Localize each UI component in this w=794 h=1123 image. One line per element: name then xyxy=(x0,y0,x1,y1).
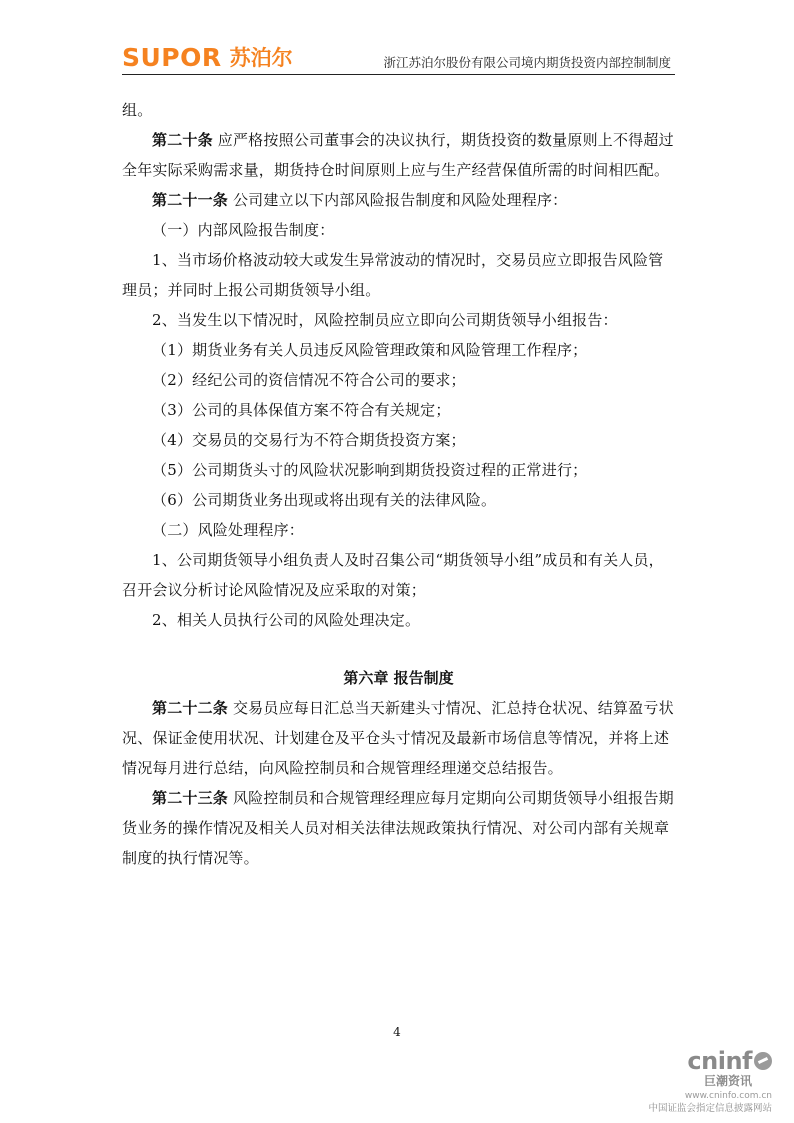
paragraph-text: （4）交易员的交易行为不符合期货投资方案； xyxy=(152,431,466,449)
paragraph xyxy=(122,783,675,873)
logo-chinese-text: 苏泊尔 xyxy=(229,46,293,70)
paragraph-text: 组。 xyxy=(122,101,153,119)
cninfo-swoosh-icon xyxy=(754,1052,772,1070)
cninfo-site-caption: 中国证监会指定信息披露网站 xyxy=(648,1103,772,1114)
paragraph xyxy=(122,455,675,485)
paragraph-text: （6）公司期货业务出现或将出现有关的法律风险。 xyxy=(152,491,497,509)
paragraph xyxy=(122,185,675,215)
document-title: 浙江苏泊尔股份有限公司境内期货投资内部控制制度 xyxy=(383,55,671,70)
paragraph-text: 1、当市场价格波动较大或发生异常波动的情况时，交易员应立即报告风险管理员；并同时上报公司期货领导小组。 xyxy=(122,251,664,299)
article-number: 第二十条 xyxy=(152,131,213,149)
paragraph xyxy=(122,365,675,395)
page-number: 4 xyxy=(393,1025,401,1039)
paragraph-text: 2、当发生以下情况时，风险控制员应立即向公司期货领导小组报告： xyxy=(152,311,618,329)
paragraph-text: （2）经纪公司的资信情况不符合公司的要求； xyxy=(152,371,466,389)
paragraph xyxy=(122,515,675,545)
section-reporting xyxy=(122,693,675,873)
chapter-heading: 第六章 报告制度 xyxy=(343,669,454,687)
paragraph-text: （5）公司期货头寸的风险状况影响到期货投资过程的正常进行； xyxy=(152,461,588,479)
paragraph-text: 1、公司期货领导小组负责人及时召集公司“期货领导小组”成员和有关人员，召开会议分析讨论风险情况及应采取的对策； xyxy=(122,551,664,599)
cninfo-logo-text: cninf xyxy=(687,1047,752,1075)
paragraph-text: 交易员应每日汇总当天新建头寸情况、汇总持仓状况、结算盈亏状况、保证金使用状况、计划建仓及平仓头寸情况及最新市场信息等情况，并将上述情况每月进行总结，向风险控制员和合规管理经理递交总结报告。 xyxy=(122,699,674,777)
paragraph xyxy=(122,125,675,185)
paragraph-text: 风险控制员和合规管理经理应每月定期向公司期货领导小组报告期货业务的操作情况及相关人员对相关法律法规政策执行情况、对公司内部有关规章制度的执行情况等。 xyxy=(122,789,674,867)
logo-latin-text: SUPOR xyxy=(122,43,222,72)
article-number: 第二十三条 xyxy=(152,789,229,807)
paragraph xyxy=(122,305,675,335)
paragraph-text: （二）风险处理程序： xyxy=(152,521,305,539)
paragraph xyxy=(122,425,675,455)
paragraph-text: （一）内部风险报告制度： xyxy=(152,221,335,239)
paragraph xyxy=(122,95,675,125)
paragraph-text: 2、相关人员执行公司的风险处理决定。 xyxy=(152,611,421,629)
paragraph-text: 应严格按照公司董事会的决议执行，期货投资的数量原则上不得超过全年实际采购需求量，期货持仓时间原则上应与生产经营保值所需的时间相匹配。 xyxy=(122,131,674,179)
paragraph xyxy=(122,545,675,605)
article-number: 第二十一条 xyxy=(152,191,229,209)
section-risk-procedures xyxy=(122,95,675,635)
cninfo-watermark xyxy=(622,1048,772,1118)
cninfo-url: www.cninfo.com.cn xyxy=(684,1091,772,1101)
paragraph xyxy=(122,693,675,783)
paragraph xyxy=(122,215,675,245)
paragraph xyxy=(122,395,675,425)
article-number: 第二十二条 xyxy=(152,699,229,717)
paragraph-text: （3）公司的具体保值方案不符合有关规定； xyxy=(152,401,451,419)
supor-logo xyxy=(122,42,293,72)
document-body xyxy=(122,95,675,873)
paragraph xyxy=(122,605,675,635)
cninfo-chinese-name: 巨潮资讯 xyxy=(703,1074,752,1088)
paragraph-text: 公司建立以下内部风险报告制度和风险处理程序： xyxy=(228,191,568,209)
paragraph-text: （1）期货业务有关人员违反风险管理政策和风险管理工作程序； xyxy=(152,341,588,359)
paragraph xyxy=(122,245,675,305)
paragraph xyxy=(122,485,675,515)
cninfo-logo xyxy=(687,1048,772,1074)
page-header xyxy=(122,40,675,75)
paragraph xyxy=(122,335,675,365)
